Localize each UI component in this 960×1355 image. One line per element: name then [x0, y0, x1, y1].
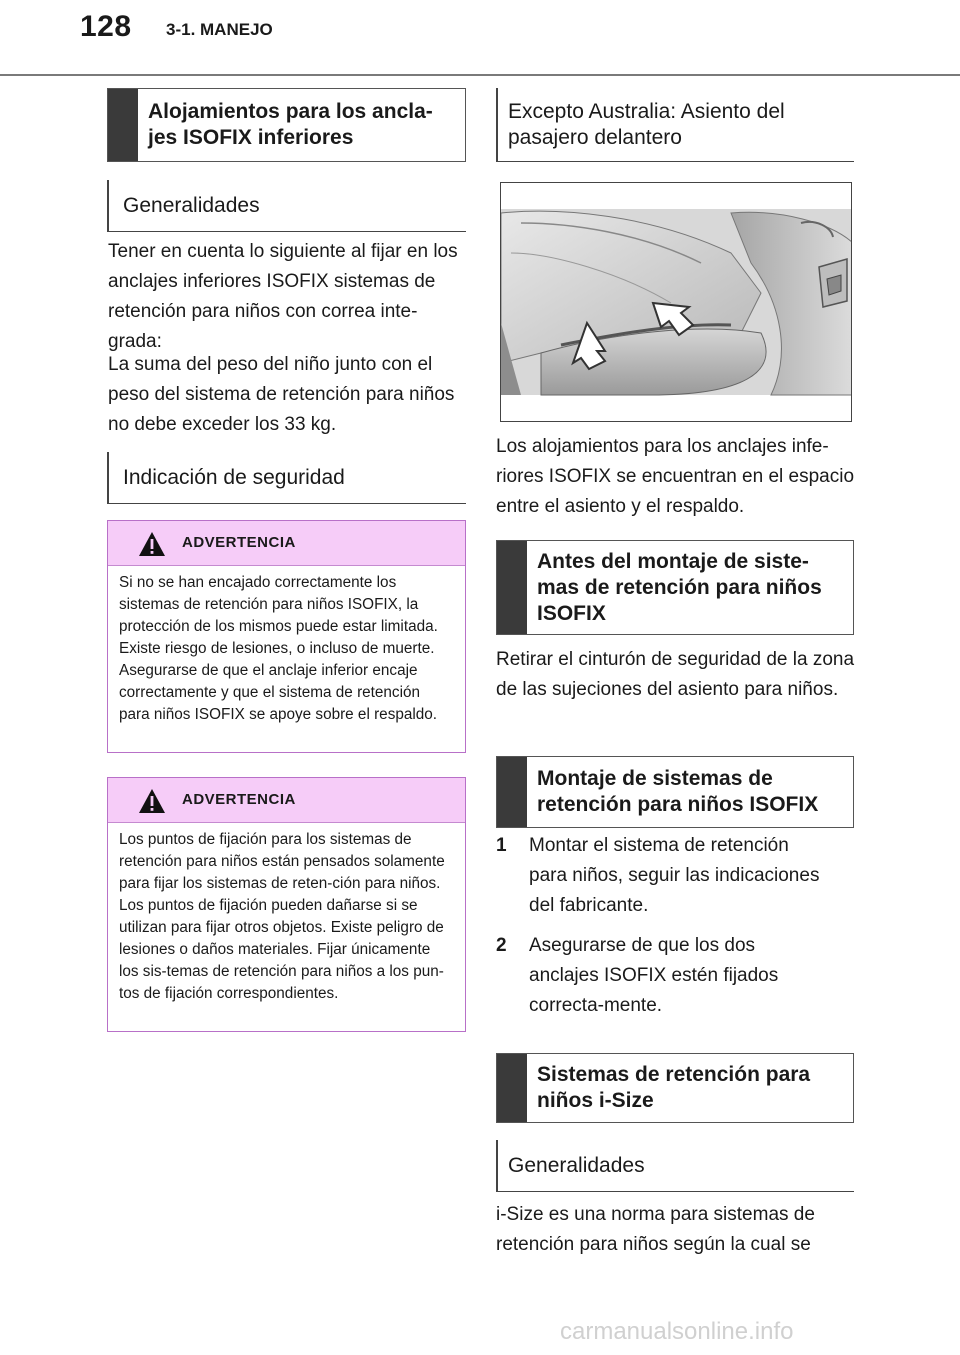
page-number: 128 [80, 10, 132, 43]
subheading-general [107, 180, 466, 232]
heading-text: Alojamientos para los ancla- jes ISOFIX inferiores [148, 100, 433, 149]
heading-bar [497, 541, 527, 634]
subheading-text: Indicación de seguridad [123, 466, 345, 489]
heading-text: Montaje de sistemas de retención para niños ISOFIX [537, 767, 819, 816]
heading-bar [497, 1054, 527, 1122]
heading-text: Antes del montaje de siste- mas de retención para niños ISOFIX [537, 549, 822, 625]
heading-isofix-anchorages [107, 88, 466, 162]
heading-isize [496, 1053, 854, 1123]
seat-isofix-figure [500, 182, 852, 422]
warning-header [108, 778, 465, 823]
paragraph-isize: i-Size es una norma para sistemas de retención para niños según la cual se [496, 1204, 815, 1255]
seat-illustration [501, 183, 852, 422]
heading-text: Sistemas de retención para niños i-Size [537, 1063, 811, 1112]
paragraph-remove-belt: Retirar el cinturón de seguridad de la zona de las sujeciones del asiento para niños. [496, 649, 855, 700]
heading-bar [108, 89, 138, 161]
subheading-safety [107, 452, 466, 504]
step-text: Asegurarse de que los dos anclajes ISOFIX estén fijados correcta-mente. [529, 935, 779, 1016]
subheading-general-isize [496, 1140, 854, 1192]
warning-text: Los puntos de fijación para los sistemas de retención para niños están pensados solamente para fijar los sistemas de reten-ción para niños. Los puntos de fijación pueden dañarse si se utilizan para fijar otros objetos. Existe peligro de lesiones o daños materiales. Fijar únicamente los sis-temas de retención para niños a los pun-tos de fijación correspondientes. [119, 831, 445, 1002]
paragraph-weight-limit: La suma del peso del niño junto con el peso del sistema de retención para niños no debe exceder los 33 kg. [108, 354, 455, 435]
subheading-text: Generalidades [123, 194, 260, 217]
warning-title: ADVERTENCIA [182, 534, 296, 551]
warning-triangle-icon [138, 531, 166, 557]
warning-triangle-icon [138, 788, 166, 814]
step-1 [496, 831, 856, 923]
heading-before-mounting [496, 540, 854, 635]
warning-box-1 [107, 520, 466, 753]
warning-box-2 [107, 777, 466, 1032]
warning-title: ADVERTENCIA [182, 791, 296, 808]
subheading-except-australia [496, 88, 854, 162]
subheading-text: Excepto Australia: Asiento del pasajero delantero [508, 100, 785, 149]
paragraph-isofix-intro: Tener en cuenta lo siguiente al fijar en los anclajes inferiores ISOFIX sistemas de retención para niños con correa inte-grada: [108, 241, 458, 352]
step-number: 1 [496, 835, 507, 856]
step-text: Montar el sistema de retención para niños, seguir las indicaciones del fabricante. [529, 835, 820, 916]
step-number: 2 [496, 935, 507, 956]
caption-isofix-location: Los alojamientos para los anclajes infe-riores ISOFIX se encuentran en el espacio entre el asiento y el respaldo. [496, 436, 855, 517]
header-divider [0, 74, 960, 76]
watermark: carmanualsonline.info [560, 1318, 794, 1345]
heading-bar [497, 757, 527, 827]
heading-mounting-isofix [496, 756, 854, 828]
warning-header [108, 521, 465, 566]
subheading-text: Generalidades [508, 1154, 645, 1177]
step-2 [496, 931, 856, 1023]
section-label: 3-1. MANEJO [166, 20, 273, 39]
warning-text: Si no se han encajado correctamente los sistemas de retención para niños ISOFIX, la protección de los mismos puede estar limitada. Existe riesgo de lesiones, o incluso de muerte. Asegurarse de que el anclaje inferior encaje correctamente y que el sistema de retención para niños ISOFIX se apoye sobre el respaldo. [119, 574, 438, 723]
